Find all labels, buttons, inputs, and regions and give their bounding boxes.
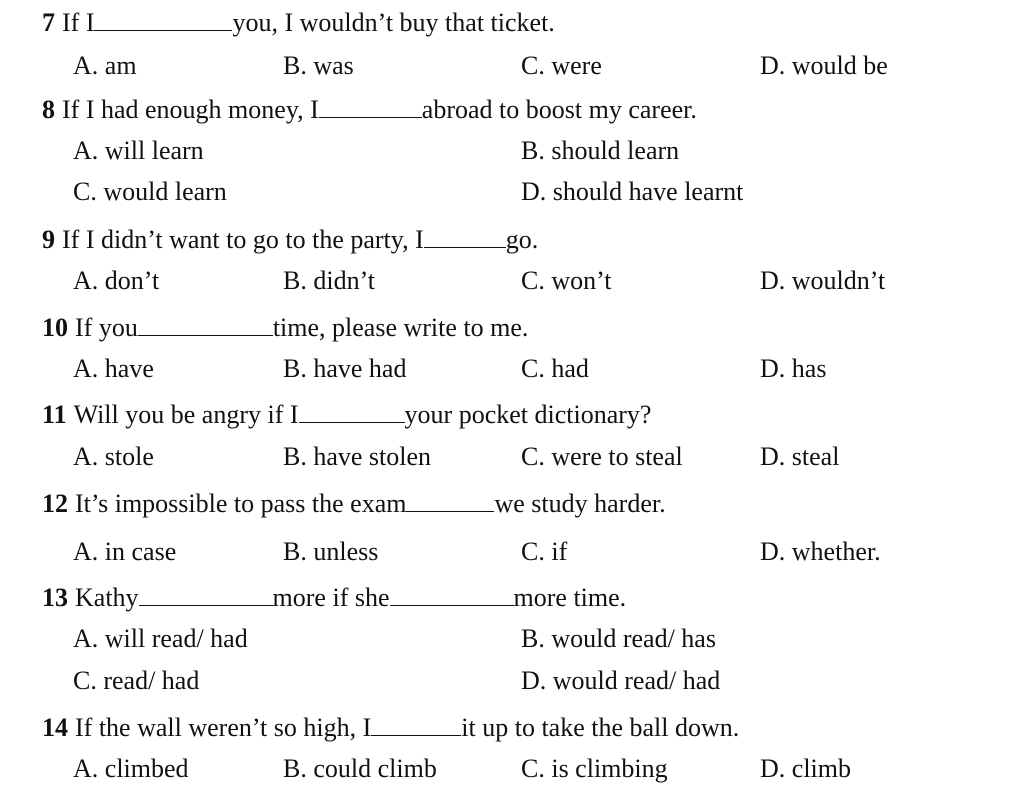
question-text: more time.: [513, 583, 627, 612]
option-a[interactable]: A. stole: [73, 442, 154, 471]
question-12: [42, 489, 666, 519]
option-b[interactable]: B. didn’t: [283, 266, 375, 295]
answer-blank[interactable]: [299, 400, 405, 423]
option-c[interactable]: C. read/ had: [73, 666, 200, 695]
question-number: 10: [42, 313, 68, 342]
option-d[interactable]: D. whether.: [760, 537, 881, 566]
option-d[interactable]: D. would read/ had: [521, 666, 721, 695]
answer-blank[interactable]: [406, 489, 494, 512]
question-text: your pocket dictionary?: [404, 400, 652, 429]
question-text: more if she: [272, 583, 390, 612]
option-d[interactable]: D. should have learnt: [521, 177, 744, 206]
answer-blank[interactable]: [319, 95, 422, 118]
option-b[interactable]: B. have had: [283, 354, 407, 383]
question-number: 9: [42, 225, 55, 254]
question-text: It’s impossible to pass the exam: [75, 489, 407, 518]
option-d[interactable]: D. climb: [760, 754, 851, 783]
option-c[interactable]: C. if: [521, 537, 568, 566]
answer-blank[interactable]: [390, 583, 514, 606]
question-14: [42, 713, 739, 743]
answer-blank[interactable]: [94, 8, 232, 31]
option-a[interactable]: A. am: [73, 51, 137, 80]
option-d[interactable]: D. steal: [760, 442, 840, 471]
option-c[interactable]: C. won’t: [521, 266, 612, 295]
question-text: Kathy: [75, 583, 139, 612]
question-text: If I didn’t want to go to the party, I: [62, 225, 424, 254]
question-text: time, please write to me.: [272, 313, 529, 342]
question-7: [42, 8, 555, 38]
question-9: [42, 225, 538, 255]
option-a[interactable]: A. in case: [73, 537, 177, 566]
question-number: 14: [42, 713, 68, 742]
option-b[interactable]: B. should learn: [521, 136, 680, 165]
option-d[interactable]: D. has: [760, 354, 827, 383]
question-number: 12: [42, 489, 68, 518]
option-c[interactable]: C. would learn: [73, 177, 227, 206]
answer-blank[interactable]: [138, 313, 273, 336]
option-b[interactable]: B. unless: [283, 537, 379, 566]
option-d[interactable]: D. would be: [760, 51, 888, 80]
question-text: If the wall weren’t so high, I: [75, 713, 372, 742]
question-text: you, I wouldn’t buy that ticket.: [232, 8, 555, 37]
answer-blank[interactable]: [139, 583, 273, 606]
option-c[interactable]: C. had: [521, 354, 589, 383]
question-number: 8: [42, 95, 55, 124]
question-number: 13: [42, 583, 68, 612]
question-number: 11: [42, 400, 67, 429]
question-text: it up to take the ball down.: [461, 713, 740, 742]
option-d[interactable]: D. wouldn’t: [760, 266, 886, 295]
option-a[interactable]: A. climbed: [73, 754, 189, 783]
option-a[interactable]: A. will read/ had: [73, 624, 248, 653]
option-a[interactable]: A. have: [73, 354, 154, 383]
option-b[interactable]: B. could climb: [283, 754, 437, 783]
option-b[interactable]: B. was: [283, 51, 354, 80]
question-text: If I: [62, 8, 95, 37]
question-text: go.: [505, 225, 539, 254]
option-c[interactable]: C. were to steal: [521, 442, 683, 471]
answer-blank[interactable]: [371, 713, 461, 736]
option-b[interactable]: B. have stolen: [283, 442, 432, 471]
question-13: [42, 583, 626, 613]
question-text: we study harder.: [494, 489, 666, 518]
question-text: If I had enough money, I: [62, 95, 319, 124]
question-11: [42, 400, 651, 430]
question-10: [42, 313, 528, 343]
answer-blank[interactable]: [424, 225, 506, 248]
question-text: abroad to boost my career.: [421, 95, 697, 124]
option-c[interactable]: C. is climbing: [521, 754, 668, 783]
question-text: If you: [75, 313, 138, 342]
question-number: 7: [42, 8, 55, 37]
option-a[interactable]: A. will learn: [73, 136, 204, 165]
question-8: [42, 95, 697, 125]
option-a[interactable]: A. don’t: [73, 266, 160, 295]
question-text: Will you be angry if I: [73, 400, 299, 429]
option-c[interactable]: C. were: [521, 51, 602, 80]
option-b[interactable]: B. would read/ has: [521, 624, 716, 653]
